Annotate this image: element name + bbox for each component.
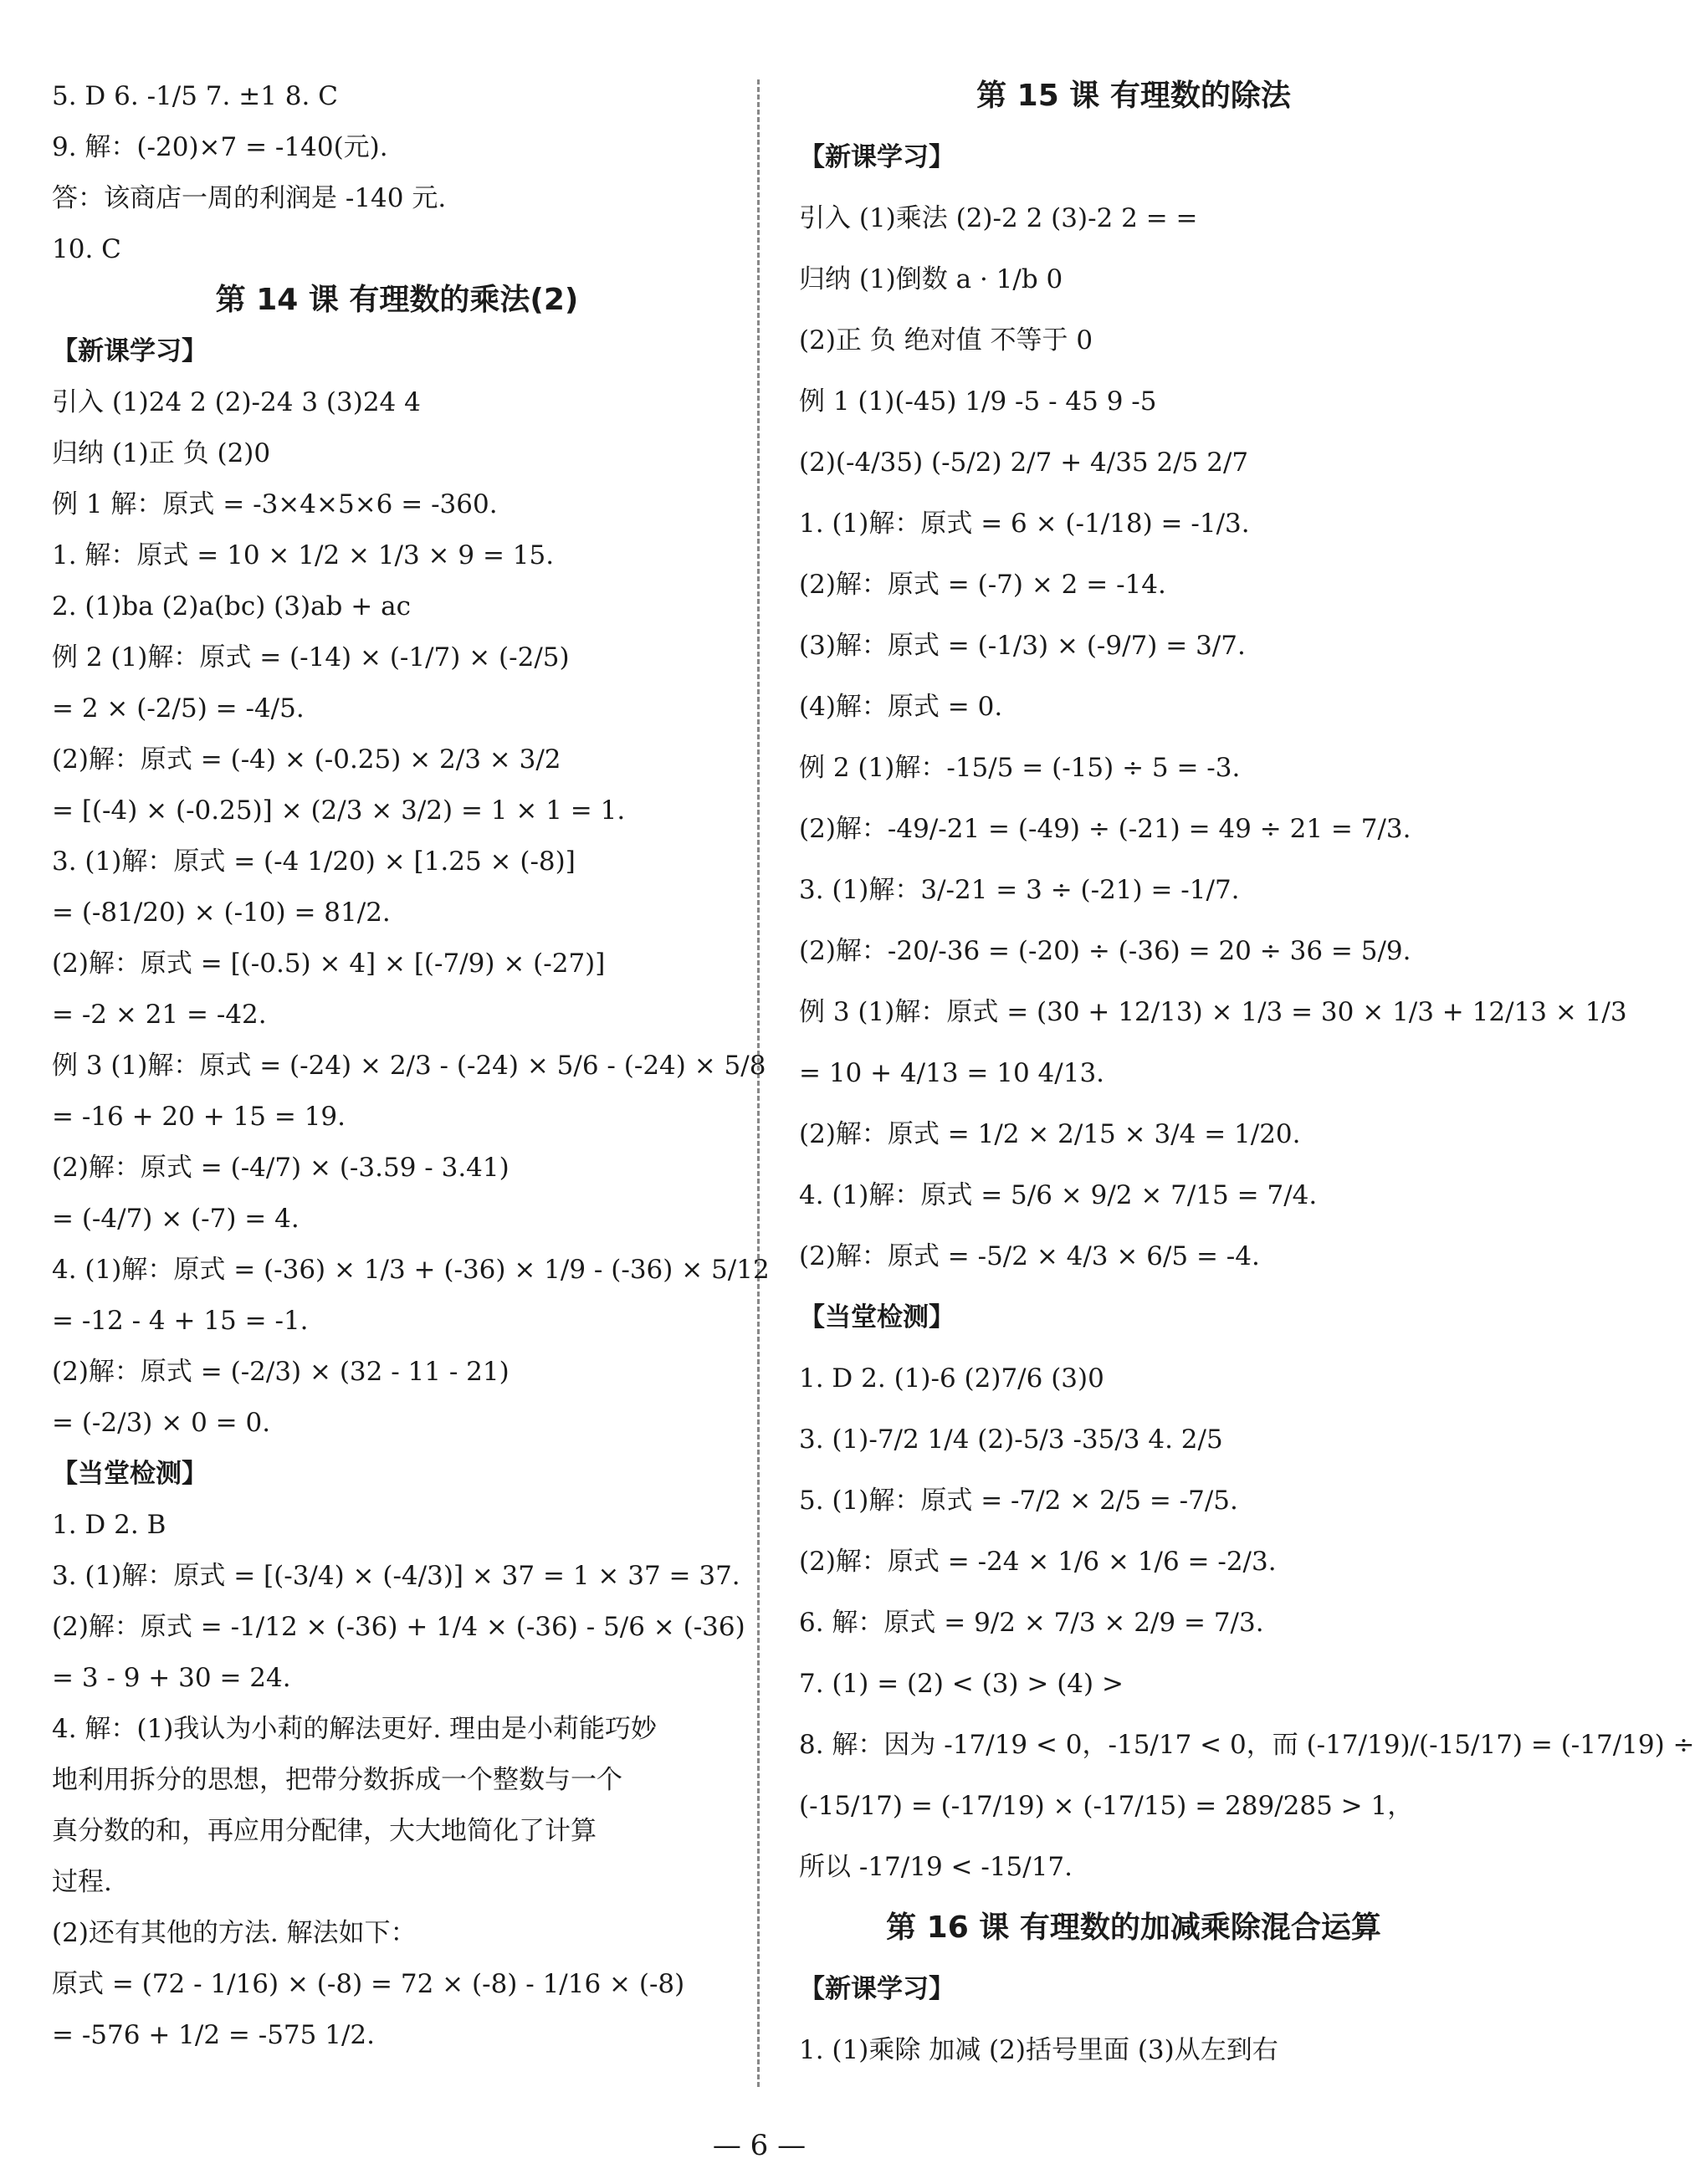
answer-line: = (-2/3) × 0 = 0. [52,1408,271,1438]
answer-line: (2)解：-20/-36 = (-20) ÷ (-36) = 20 ÷ 36 = 5/9. [799,936,1411,966]
answer-line: (-15/17) = (-17/19) × (-17/15) = 289/285 > 1， [799,1791,1414,1821]
answer-line: 原式 = (72 - 1/16) × (-8) = 72 × (-8) - 1/16 × (-8) [52,1969,685,1999]
lesson-title: 第 16 课 有理数的加减乘除混合运算 [886,1910,1381,1945]
section-heading: 【新课学习】 [799,1974,955,2004]
answer-line: (4)解：原式 = 0. [799,692,1003,722]
answer-line: 例 2 (1)解：-15/5 = (-15) ÷ 5 = -3. [799,753,1241,783]
answer-line: = 10 + 4/13 = 10 4/13. [799,1058,1105,1088]
section-heading: 【当堂检测】 [799,1302,955,1332]
answer-line: = (-81/20) × (-10) = 81/2. [52,898,391,928]
lesson-title: 第 14 课 有理数的乘法(2) [215,283,579,317]
answer-line: 5. (1)解：原式 = -7/2 × 2/5 = -7/5. [799,1486,1238,1516]
section-heading: 【新课学习】 [799,142,955,172]
answer-line: 地利用拆分的思想，把带分数拆成一个整数与一个 [52,1765,622,1795]
answer-line: 引入 (1)24 2 (2)-24 3 (3)24 4 [52,387,421,417]
column-divider [757,79,760,2087]
answer-line: (2)解：原式 = [(-0.5) × 4] × [(-7/9) × (-27)] [52,949,606,979]
answer-line: 例 2 (1)解：原式 = (-14) × (-1/7) × (-2/5) [52,642,570,673]
answer-line: 4. (1)解：原式 = 5/6 × 9/2 × 7/15 = 7/4. [799,1180,1318,1210]
answer-line: (2)解：原式 = (-2/3) × (32 - 11 - 21) [52,1357,510,1387]
answer-line: 4. (1)解：原式 = (-36) × 1/3 + (-36) × 1/9 - (-36) × 5/12 [52,1255,770,1285]
answer-line: 过程. [52,1867,112,1897]
answer-line: (2)正 负 绝对值 不等于 0 [799,325,1093,355]
answer-line: 5. D 6. -1/5 7. ±1 8. C [52,81,338,111]
answer-line: 例 1 解：原式 = -3×4×5×6 = -360. [52,489,498,519]
answer-line: (2)解：原式 = -5/2 × 4/3 × 6/5 = -4. [799,1241,1260,1271]
answer-line: = 2 × (-2/5) = -4/5. [52,693,305,724]
lesson-title: 第 15 课 有理数的除法 [976,79,1291,113]
answer-line: 答：该商店一周的利润是 -140 元. [52,183,447,213]
answer-line: (2)解：原式 = (-4) × (-0.25) × 2/3 × 3/2 [52,744,561,775]
answer-line: 例 1 (1)(-45) 1/9 -5 - 45 9 -5 [799,386,1157,417]
answer-line: (3)解：原式 = (-1/3) × (-9/7) = 3/7. [799,631,1246,661]
answer-line: 8. 解：因为 -17/19 < 0，-15/17 < 0，而 (-17/19)/(-15/17) = (-17/19) ÷ [799,1730,1695,1760]
answer-line: 6. 解：原式 = 9/2 × 7/3 × 2/9 = 7/3. [799,1608,1264,1638]
answer-line: 2. (1)ba (2)a(bc) (3)ab + ac [52,591,411,621]
section-heading: 【当堂检测】 [52,1459,207,1489]
answer-line: (2)(-4/35) (-5/2) 2/7 + 4/35 2/5 2/7 [799,448,1249,478]
answer-line: (2)还有其他的方法. 解法如下： [52,1918,417,1948]
answer-line: = -576 + 1/2 = -575 1/2. [52,2020,375,2050]
answer-line: (2)解：原式 = -1/12 × (-36) + 1/4 × (-36) - 5/6 × (-36) [52,1612,745,1642]
answer-line: 引入 (1)乘法 (2)-2 2 (3)-2 2 = = [799,203,1198,233]
answer-line: (2)解：原式 = (-7) × 2 = -14. [799,570,1166,600]
answer-line: 3. (1)解：3/-21 = 3 ÷ (-21) = -1/7. [799,875,1240,905]
section-heading: 【新课学习】 [52,336,207,366]
answer-line: 归纳 (1)倒数 a · 1/b 0 [799,264,1063,294]
answer-line: 1. (1)乘除 加减 (2)括号里面 (3)从左到右 [799,2035,1278,2065]
answer-line: = -2 × 21 = -42. [52,1000,267,1030]
page-number: — 6 — [712,2129,807,2162]
answer-line: (2)解：原式 = 1/2 × 2/15 × 3/4 = 1/20. [799,1119,1301,1149]
answer-line: 1. D 2. (1)-6 (2)7/6 (3)0 [799,1363,1104,1394]
answer-line: 例 3 (1)解：原式 = (30 + 12/13) × 1/3 = 30 × 1/3 + 12/13 × 1/3 [799,997,1627,1027]
answer-line: 1. D 2. B [52,1510,166,1540]
answer-line: 3. (1)解：原式 = (-4 1/20) × [1.25 × (-8)] [52,846,576,877]
answer-line: = 3 - 9 + 30 = 24. [52,1663,291,1693]
answer-line: 例 3 (1)解：原式 = (-24) × 2/3 - (-24) × 5/6 - (-24) × 5/8 [52,1051,766,1081]
answer-line: = [(-4) × (-0.25)] × (2/3 × 3/2) = 1 × 1 = 1. [52,795,626,826]
answer-line: (2)解：原式 = (-4/7) × (-3.59 - 3.41) [52,1153,510,1183]
answer-line: = -12 - 4 + 15 = -1. [52,1306,309,1336]
answer-line: 真分数的和，再应用分配律，大大地简化了计算 [52,1816,597,1846]
answer-line: 归纳 (1)正 负 (2)0 [52,438,271,468]
answer-line: 7. (1) = (2) < (3) > (4) > [799,1669,1124,1699]
answer-line: = (-4/7) × (-7) = 4. [52,1204,300,1234]
answer-line: 3. (1)-7/2 1/4 (2)-5/3 -35/3 4. 2/5 [799,1424,1223,1455]
answer-line: 1. 解：原式 = 10 × 1/2 × 1/3 × 9 = 15. [52,540,555,570]
answer-line: (2)解：-49/-21 = (-49) ÷ (-21) = 49 ÷ 21 = 7/3. [799,814,1411,844]
answer-line: 3. (1)解：原式 = [(-3/4) × (-4/3)] × 37 = 1 × 37 = 37. [52,1561,740,1591]
answer-line: 4. 解：(1)我认为小莉的解法更好. 理由是小莉能巧妙 [52,1714,658,1744]
answer-line: (2)解：原式 = -24 × 1/6 × 1/6 = -2/3. [799,1547,1277,1577]
answer-line: = -16 + 20 + 15 = 19. [52,1102,346,1132]
answer-line: 1. (1)解：原式 = 6 × (-1/18) = -1/3. [799,509,1250,539]
answer-line: 9. 解：(-20)×7 = -140(元). [52,132,388,162]
answer-line: 所以 -17/19 < -15/17. [799,1852,1073,1882]
answer-line: 10. C [52,234,121,264]
